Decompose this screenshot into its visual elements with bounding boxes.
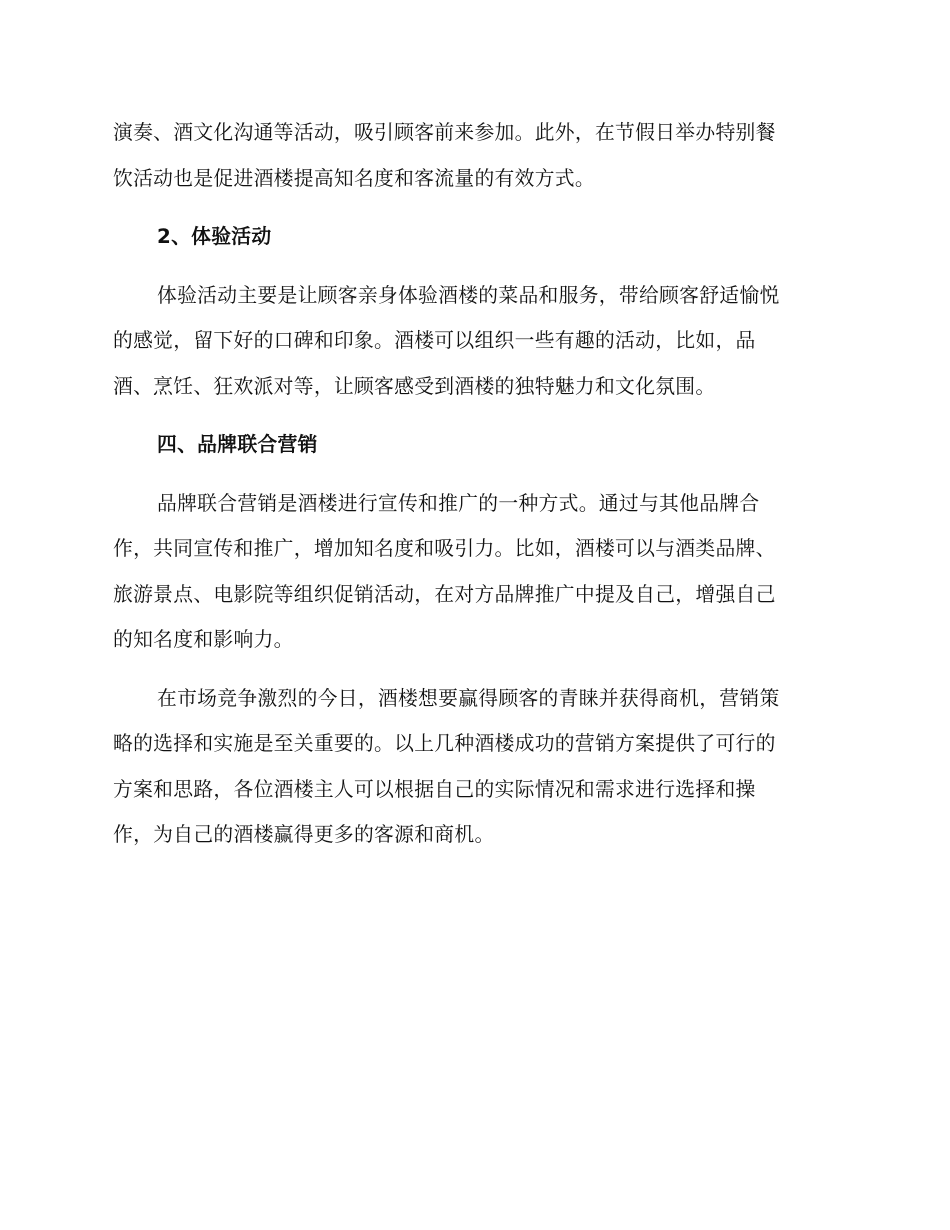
document-body bbox=[113, 110, 831, 858]
experience-paragraph bbox=[113, 273, 831, 410]
paragraph-line: 作，共同宣传和推广，增加知名度和吸引力。比如，酒楼可以与酒类品牌、 bbox=[113, 537, 776, 560]
paragraph-gap bbox=[113, 468, 831, 481]
section-heading-brand: 四、品牌联合营销 bbox=[157, 433, 318, 456]
paragraph-line: 饮活动也是促进酒楼提高知名度和客流量的有效方式。 bbox=[113, 166, 595, 190]
paragraph-line: 的知名度和影响力。 bbox=[113, 628, 294, 651]
paragraph-line: 酒、烹饪、狂欢派对等，让顾客感受到酒楼的独特魅力和文化氛围。 bbox=[113, 374, 716, 398]
paragraph-line: 体验活动主要是让顾客亲身体验酒楼的菜品和服务，带给顾客舒适愉悦 bbox=[157, 283, 780, 307]
conclusion-paragraph bbox=[113, 676, 831, 858]
paragraph-gap bbox=[113, 663, 831, 676]
paragraph-line: 品牌联合营销是酒楼进行宣传和推广的一种方式。通过与其他品牌合 bbox=[157, 491, 760, 515]
paragraph-gap bbox=[113, 201, 831, 214]
paragraph-line: 作，为自己的酒楼赢得更多的客源和商机。 bbox=[113, 823, 495, 846]
paragraph-line: 方案和思路，各位酒楼主人可以根据自己的实际情况和需求进行选择和操 bbox=[113, 777, 756, 801]
paragraph-line: 略的选择和实施是至关重要的。以上几种酒楼成功的营销方案提供了可行的 bbox=[113, 732, 776, 755]
paragraph-gap bbox=[113, 260, 831, 273]
paragraph-line: 演奏、酒文化沟通等活动，吸引顾客前来参加。此外，在节假日举办特别餐 bbox=[113, 121, 776, 144]
intro-paragraph bbox=[113, 110, 831, 201]
paragraph-line: 的感觉，留下好的口碑和印象。酒楼可以组织一些有趣的活动，比如，品 bbox=[113, 329, 756, 352]
paragraph-line: 在市场竞争激烈的今日，酒楼想要赢得顾客的青睐并获得商机，营销策 bbox=[157, 686, 780, 710]
brand-paragraph bbox=[113, 481, 831, 663]
paragraph-line: 旅游景点、电影院等组织促销活动，在对方品牌推广中提及自己，增强自己 bbox=[113, 582, 776, 606]
paragraph-gap bbox=[113, 409, 831, 422]
section-heading-experience: 2、体验活动 bbox=[157, 225, 272, 248]
